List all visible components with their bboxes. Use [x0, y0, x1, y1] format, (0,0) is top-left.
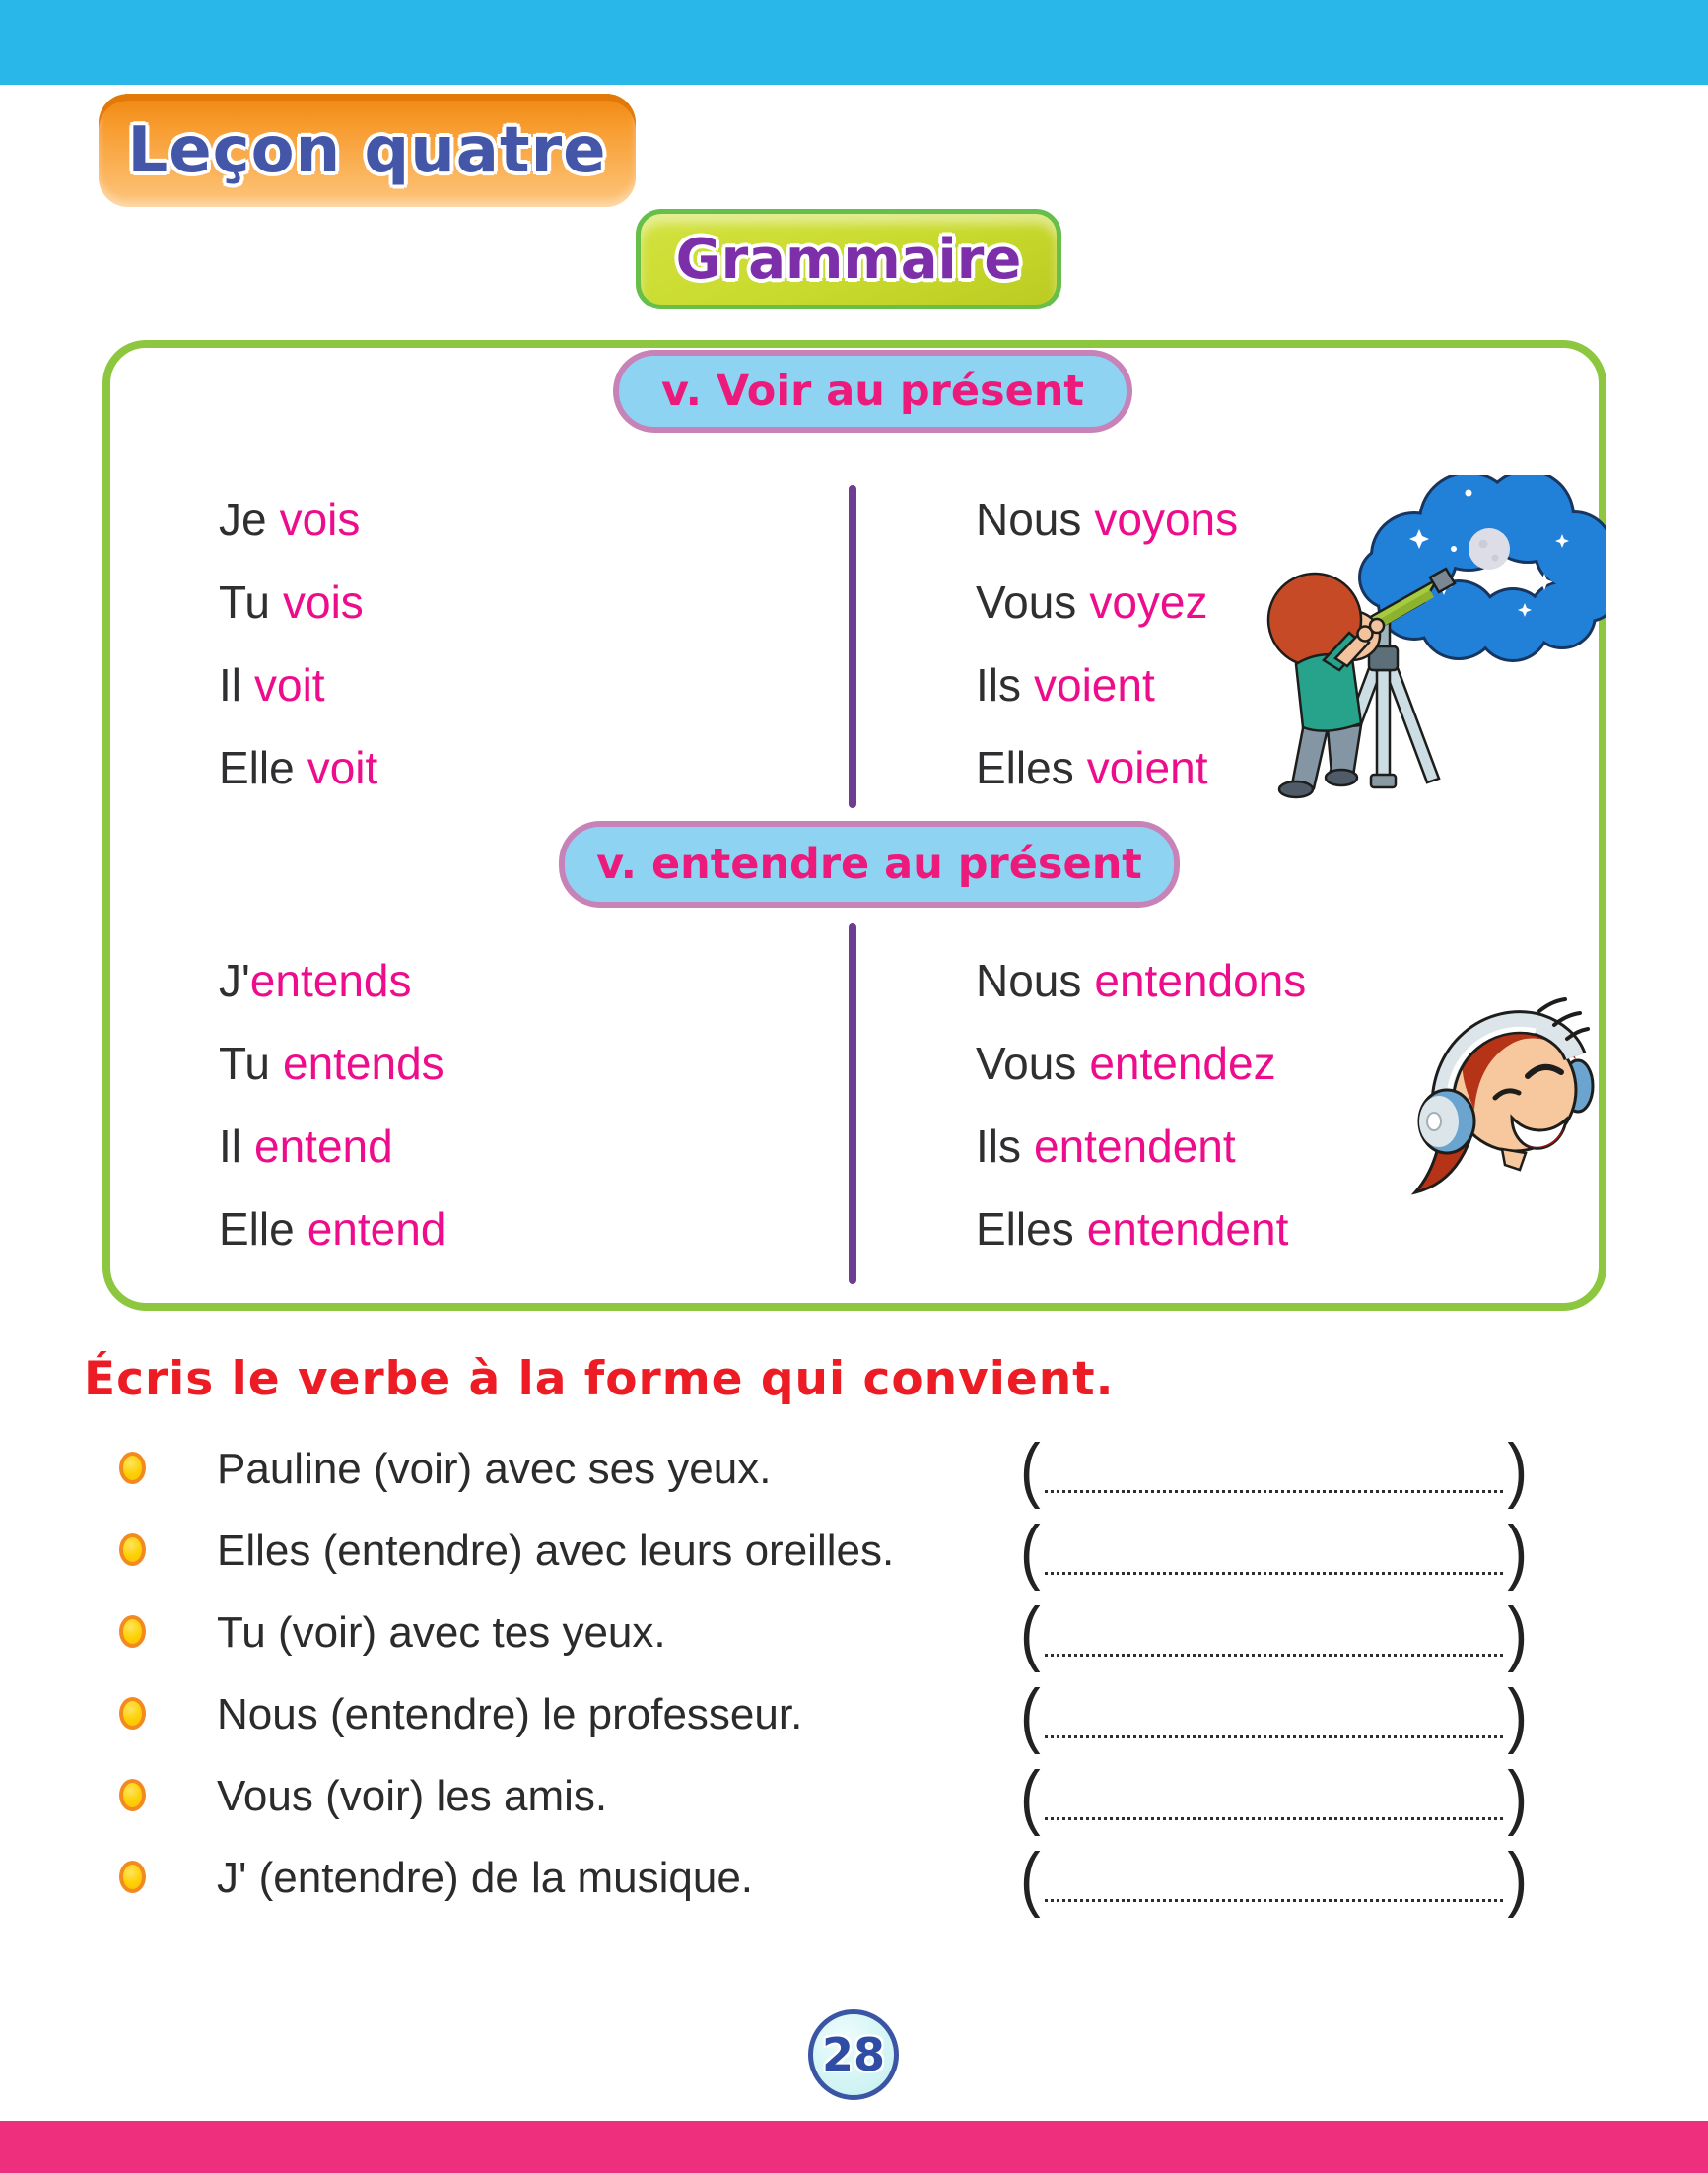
open-paren: ( [1020, 1675, 1041, 1756]
conjugation-row [219, 726, 377, 809]
exercise-item [84, 1755, 1624, 1837]
bullet-icon [119, 1697, 146, 1730]
open-paren: ( [1020, 1757, 1041, 1838]
entendre-left-column [219, 939, 445, 1270]
answer-blank [1020, 1757, 1528, 1838]
bottom-color-bar [0, 2121, 1708, 2173]
conjugation-row [219, 1188, 445, 1270]
dotted-line [1045, 1898, 1504, 1902]
bullet-icon [119, 1779, 146, 1811]
verb-form: entendent [1034, 1120, 1236, 1172]
pronoun: Elles [976, 1203, 1074, 1255]
conjugation-row [219, 478, 377, 561]
voir-header-title: v. Voir au présent [661, 367, 1084, 416]
close-paren: ) [1507, 1512, 1528, 1593]
pronoun: Nous [976, 955, 1082, 1006]
exercise-sentence: Pauline (voir) avec ses yeux. [217, 1444, 772, 1493]
exercise-item [84, 1837, 1624, 1919]
verb-form: entends [249, 955, 412, 1006]
voir-right-column [976, 478, 1238, 809]
conjugation-row [976, 1188, 1306, 1270]
entendre-right-column [976, 939, 1306, 1270]
answer-blank [1020, 1430, 1528, 1511]
dotted-line [1045, 1653, 1504, 1657]
section-title-badge [636, 209, 1061, 309]
open-paren: ( [1020, 1594, 1041, 1674]
pronoun: Vous [976, 1038, 1077, 1089]
pronoun: Elle [219, 1203, 295, 1255]
lesson-title-badge [99, 94, 636, 207]
verb-form: voyez [1089, 577, 1208, 628]
dotted-line [1045, 1571, 1504, 1575]
exercise-sentence: Vous (voir) les amis. [217, 1771, 608, 1820]
bullet-icon [119, 1861, 146, 1893]
exercise-title: Écris le verbe à la forme qui convient. [84, 1352, 1115, 1406]
conjugation-row [976, 561, 1238, 644]
conjugation-row [976, 478, 1238, 561]
conjugation-row [219, 644, 377, 726]
verb-form: entend [254, 1120, 393, 1172]
bullet-icon [119, 1533, 146, 1566]
exercise-sentence: Elles (entendre) avec leurs oreilles. [217, 1526, 895, 1575]
entendre-header-title: v. entendre au présent [596, 840, 1142, 889]
voir-header-pill [613, 350, 1132, 433]
conjugation-row [219, 1105, 445, 1188]
conjugation-row [219, 1022, 445, 1105]
verb-form: voit [254, 659, 325, 711]
verb-form: entendons [1094, 955, 1307, 1006]
exercise-sentence: Tu (voir) avec tes yeux. [217, 1607, 666, 1657]
close-paren: ) [1507, 1594, 1528, 1674]
bullet-icon [119, 1452, 146, 1484]
dotted-line [1045, 1489, 1504, 1493]
pronoun: Elle [219, 742, 295, 793]
verb-form: vois [279, 494, 361, 545]
close-paren: ) [1507, 1839, 1528, 1920]
open-paren: ( [1020, 1512, 1041, 1593]
verb-form: voient [1086, 742, 1208, 793]
conjugation-row [976, 939, 1306, 1022]
dotted-line [1045, 1816, 1504, 1820]
exercise-item [84, 1592, 1624, 1673]
exercise-item [84, 1510, 1624, 1592]
pronoun: Elles [976, 742, 1074, 793]
verb-form: voit [307, 742, 378, 793]
pronoun: Tu [219, 577, 270, 628]
section-title: Grammaire [675, 227, 1022, 292]
pronoun: Nous [976, 494, 1082, 545]
pronoun: Il [219, 659, 241, 711]
open-paren: ( [1020, 1430, 1041, 1511]
close-paren: ) [1507, 1430, 1528, 1511]
voir-left-column [219, 478, 377, 809]
entendre-header-pill [559, 821, 1180, 908]
answer-blank [1020, 1512, 1528, 1593]
exercise-sentence: Nous (entendre) le professeur. [217, 1689, 803, 1738]
pronoun: Vous [976, 577, 1077, 628]
page-number: 28 [821, 2028, 885, 2081]
bullet-icon [119, 1615, 146, 1648]
lesson-title: Leçon quatre [127, 113, 607, 187]
verb-form: entends [282, 1038, 444, 1089]
verb-form: entendez [1089, 1038, 1276, 1089]
close-paren: ) [1507, 1757, 1528, 1838]
conjugation-row [976, 1105, 1306, 1188]
exercise-item [84, 1428, 1624, 1510]
dotted-line [1045, 1734, 1504, 1738]
answer-blank [1020, 1675, 1528, 1756]
answer-blank [1020, 1594, 1528, 1674]
conjugation-row [976, 1022, 1306, 1105]
verb-form: entend [307, 1203, 446, 1255]
verb-form: voient [1034, 659, 1155, 711]
exercise-list [84, 1428, 1624, 1919]
conjugation-row [976, 726, 1238, 809]
top-color-bar [0, 0, 1708, 85]
close-paren: ) [1507, 1675, 1528, 1756]
exercise-sentence: J' (entendre) de la musique. [217, 1853, 754, 1902]
exercise-item [84, 1673, 1624, 1755]
answer-blank [1020, 1839, 1528, 1920]
pronoun: Il [219, 1120, 241, 1172]
conjugation-row [219, 939, 445, 1022]
column-divider [849, 923, 856, 1284]
pronoun: Ils [976, 659, 1021, 711]
pronoun: J' [219, 955, 250, 1006]
verb-form: entendent [1086, 1203, 1289, 1255]
column-divider [849, 485, 856, 808]
pronoun: Ils [976, 1120, 1021, 1172]
verb-form: vois [282, 577, 364, 628]
pronoun: Tu [219, 1038, 270, 1089]
page-number-badge [808, 2009, 899, 2100]
pronoun: Je [219, 494, 267, 545]
verb-form: voyons [1094, 494, 1239, 545]
conjugation-row [976, 644, 1238, 726]
conjugation-row [219, 561, 377, 644]
open-paren: ( [1020, 1839, 1041, 1920]
